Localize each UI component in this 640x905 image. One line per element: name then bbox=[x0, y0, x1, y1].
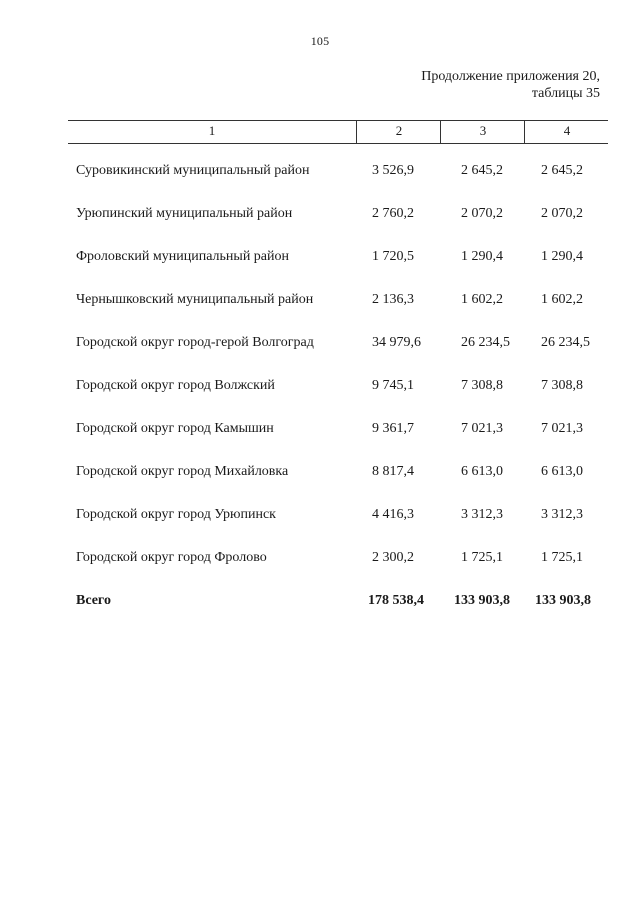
column-header-4: 4 bbox=[524, 121, 609, 143]
total-value-col2: 178 538,4 bbox=[368, 593, 424, 608]
row-value-col2: 2 760,2 bbox=[372, 206, 414, 221]
table-row bbox=[76, 150, 616, 193]
column-header-3: 3 bbox=[440, 121, 525, 143]
table-body bbox=[76, 150, 616, 623]
row-name: Суровикинский муниципальный район bbox=[76, 163, 310, 178]
total-value-col3: 133 903,8 bbox=[454, 593, 510, 608]
row-value-col3: 1 725,1 bbox=[461, 550, 503, 565]
row-value-col4: 7 308,8 bbox=[541, 378, 583, 393]
row-value-col4: 1 290,4 bbox=[541, 249, 583, 264]
row-value-col3: 3 312,3 bbox=[461, 507, 503, 522]
table-row bbox=[76, 494, 616, 537]
row-name: Городской округ город Фролово bbox=[76, 550, 267, 565]
page-number: 105 bbox=[310, 34, 330, 48]
row-value-col3: 7 308,8 bbox=[461, 378, 503, 393]
row-value-col3: 7 021,3 bbox=[461, 421, 503, 436]
row-value-col2: 9 745,1 bbox=[372, 378, 414, 393]
row-name: Городской округ город Волжский bbox=[76, 378, 275, 393]
continuation-note bbox=[421, 68, 600, 102]
column-header-2: 2 bbox=[356, 121, 441, 143]
table-row bbox=[76, 451, 616, 494]
table-row bbox=[76, 408, 616, 451]
table-row bbox=[76, 236, 616, 279]
row-value-col4: 3 312,3 bbox=[541, 507, 583, 522]
row-value-col2: 1 720,5 bbox=[372, 249, 414, 264]
table-row bbox=[76, 193, 616, 236]
table-row bbox=[76, 537, 616, 580]
row-name: Городской округ город Урюпинск bbox=[76, 507, 276, 522]
table-row bbox=[76, 365, 616, 408]
table-header bbox=[68, 120, 608, 144]
table-row bbox=[76, 322, 616, 365]
row-value-col2: 9 361,7 bbox=[372, 421, 414, 436]
row-name: Урюпинский муниципальный район bbox=[76, 206, 293, 221]
row-value-col4: 1 725,1 bbox=[541, 550, 583, 565]
row-name: Городской округ город Камышин bbox=[76, 421, 274, 436]
row-value-col3: 1 602,2 bbox=[461, 292, 503, 307]
table-row bbox=[76, 279, 616, 322]
row-name: Городской округ город-герой Волгоград bbox=[76, 335, 314, 350]
row-value-col2: 4 416,3 bbox=[372, 507, 414, 522]
row-name: Фроловский муниципальный район bbox=[76, 249, 290, 264]
row-value-col4: 26 234,5 bbox=[541, 335, 590, 350]
total-label: Всего bbox=[76, 593, 111, 608]
total-row bbox=[76, 580, 616, 623]
continuation-line-2: таблицы 35 bbox=[531, 86, 600, 101]
row-value-col4: 6 613,0 bbox=[541, 464, 583, 479]
row-value-col3: 2 645,2 bbox=[461, 163, 503, 178]
row-value-col2: 3 526,9 bbox=[372, 163, 414, 178]
row-value-col2: 2 300,2 bbox=[372, 550, 414, 565]
row-value-col2: 34 979,6 bbox=[372, 335, 421, 350]
row-value-col3: 26 234,5 bbox=[461, 335, 510, 350]
row-name: Чернышковский муниципальный район bbox=[76, 292, 314, 307]
row-value-col2: 2 136,3 bbox=[372, 292, 414, 307]
row-value-col2: 8 817,4 bbox=[372, 464, 414, 479]
row-value-col4: 1 602,2 bbox=[541, 292, 583, 307]
total-value-col4: 133 903,8 bbox=[535, 593, 591, 608]
row-value-col4: 2 645,2 bbox=[541, 163, 583, 178]
column-header-1: 1 bbox=[208, 123, 216, 138]
row-value-col3: 2 070,2 bbox=[461, 206, 503, 221]
row-value-col4: 7 021,3 bbox=[541, 421, 583, 436]
continuation-line-1: Продолжение приложения 20, bbox=[421, 69, 600, 84]
row-name: Городской округ город Михайловка bbox=[76, 464, 289, 479]
row-value-col3: 1 290,4 bbox=[461, 249, 503, 264]
row-value-col4: 2 070,2 bbox=[541, 206, 583, 221]
row-value-col3: 6 613,0 bbox=[461, 464, 503, 479]
